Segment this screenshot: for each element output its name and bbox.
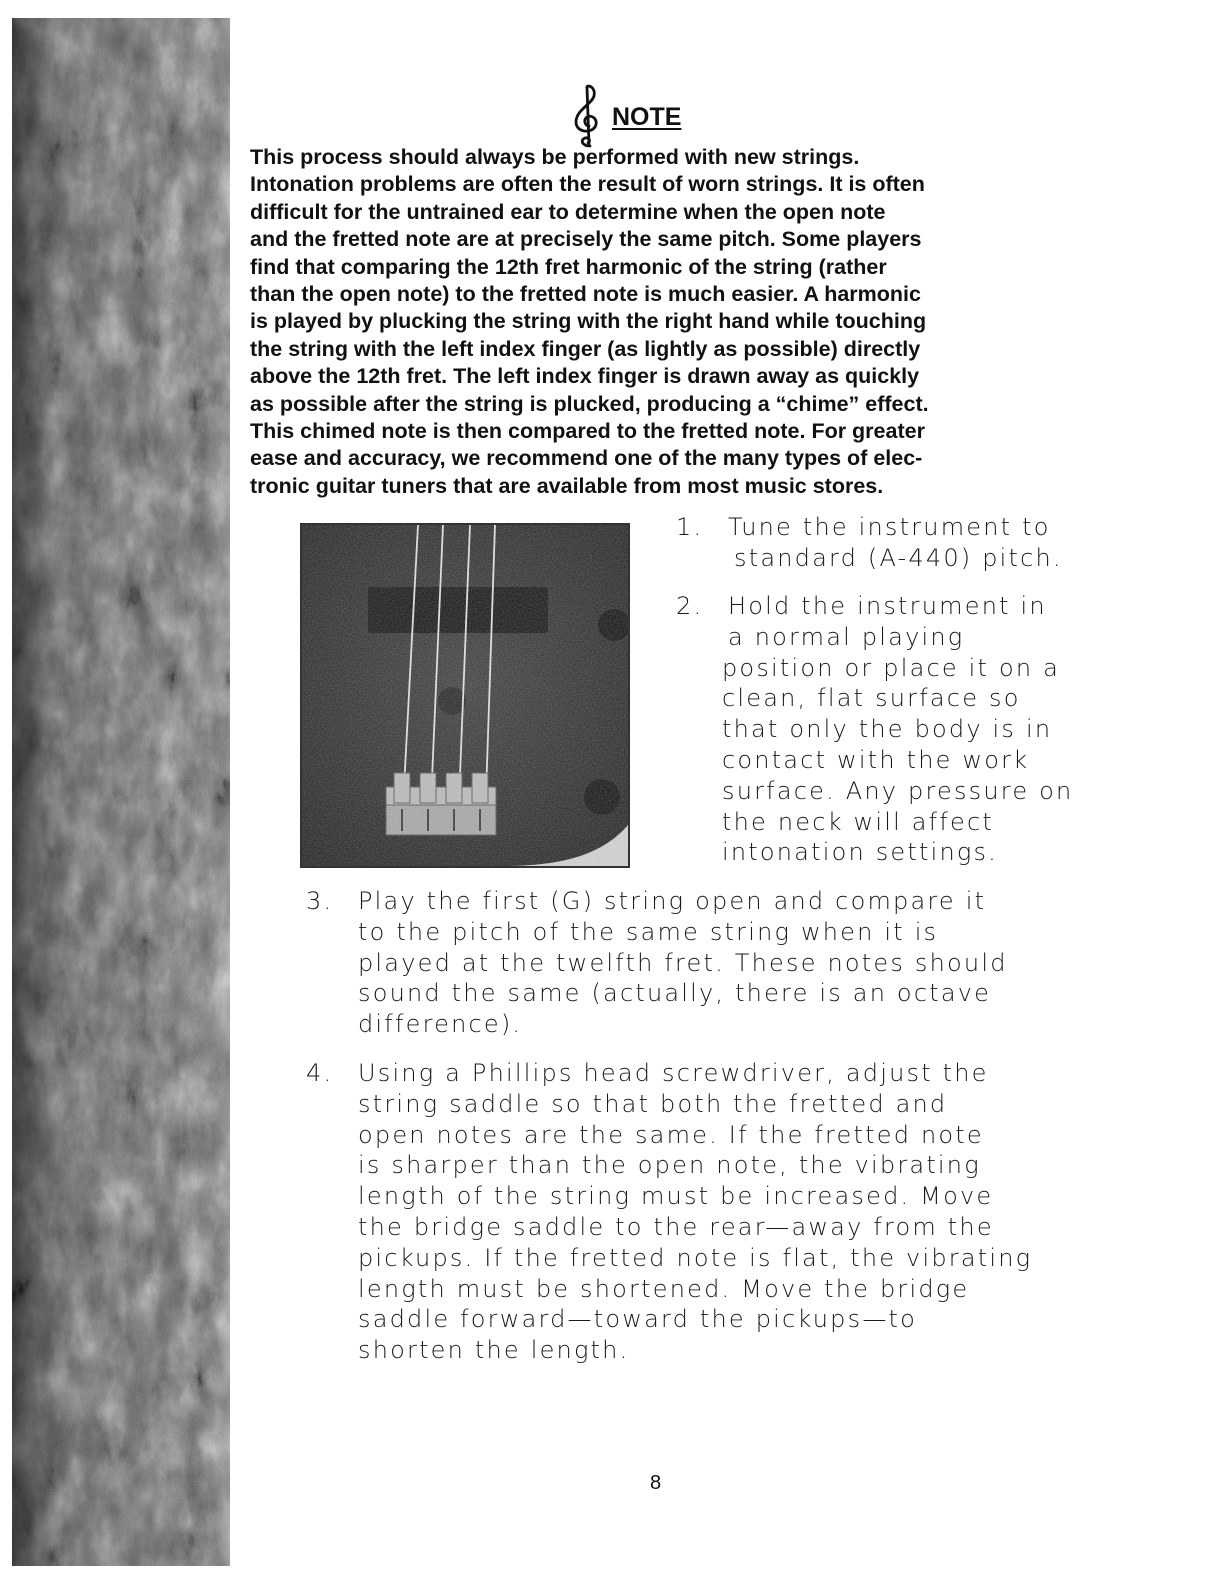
step-number: 3. bbox=[306, 887, 334, 915]
step-line: to the pitch of the same string when it is bbox=[358, 917, 939, 946]
step-line: Play the first (G) string open and compare it bbox=[358, 887, 987, 915]
step-line: Using a Phillips head screwdriver, adjust the bbox=[358, 1059, 989, 1087]
note-line: ease and accuracy, we recommend one of the many types of elec- bbox=[250, 446, 923, 471]
note-paragraph bbox=[250, 144, 1100, 500]
step-number: 4. bbox=[306, 1059, 334, 1087]
step-line: length of the string must be increased. Move bbox=[358, 1182, 994, 1211]
step-line: length must be shortened. Move the bridge bbox=[358, 1274, 970, 1303]
step-line: clean, flat surface so bbox=[722, 684, 1021, 713]
note-line: Intonation problems are often the result of worn strings. It is often bbox=[250, 172, 925, 197]
note-line: as possible after the string is plucked, producing a “chime” effect. bbox=[250, 391, 929, 416]
step-text bbox=[676, 512, 1106, 574]
step-4 bbox=[306, 1058, 1096, 1366]
step-line: open notes are the same. If the fretted note bbox=[358, 1120, 984, 1149]
step-line: string saddle so that both the fretted and bbox=[358, 1089, 948, 1118]
step-line: intonation settings. bbox=[722, 838, 998, 867]
step-text bbox=[306, 886, 1086, 1040]
note-title: NOTE bbox=[612, 103, 682, 131]
note-line: the string with the left index finger (as lightly as possible) directly bbox=[250, 336, 921, 361]
step-1 bbox=[676, 512, 1106, 574]
note-line: tronic guitar tuners that are available from most music stores. bbox=[250, 473, 884, 498]
step-line: Hold the instrument in bbox=[728, 592, 1047, 620]
step-text bbox=[306, 1058, 1096, 1366]
step-line: that only the body is in bbox=[722, 715, 1053, 744]
step-line: a normal playing bbox=[728, 622, 965, 651]
step-line: sound the same (actually, there is an octave bbox=[358, 979, 992, 1008]
step-line: is sharper than the open note, the vibrating bbox=[358, 1151, 981, 1180]
step-line: Tune the instrument to bbox=[728, 513, 1051, 541]
page-number: 8 bbox=[650, 1472, 662, 1494]
treble-clef-icon bbox=[568, 84, 608, 148]
note-line: than the open note) to the fretted note is much easier. A harmonic bbox=[250, 282, 921, 307]
step-number: 1. bbox=[676, 513, 704, 541]
step-line: shorten the length. bbox=[358, 1336, 630, 1365]
note-line: above the 12th fret. The left index finger is drawn away as quickly bbox=[250, 364, 920, 389]
step-3 bbox=[306, 886, 1086, 1040]
decorative-side-strip bbox=[12, 18, 230, 1566]
step-line: surface. Any pressure on bbox=[722, 776, 1074, 805]
note-line: find that comparing the 12th fret harmonic of the string (rather bbox=[250, 254, 887, 279]
step-2 bbox=[676, 591, 1106, 868]
step-line: the bridge saddle to the rear—away from the bbox=[358, 1212, 994, 1241]
step-line: standard (A-440) pitch. bbox=[734, 543, 1063, 572]
step-line: the neck will affect bbox=[722, 807, 994, 836]
step-line: played at the twelfth fret. These notes should bbox=[358, 948, 1008, 977]
step-line: position or place it on a bbox=[722, 653, 1061, 682]
step-line: difference). bbox=[358, 1010, 523, 1039]
step-line: pickups. If the fretted note is flat, the vibrating bbox=[358, 1243, 1033, 1272]
note-heading bbox=[568, 84, 681, 148]
step-number: 2. bbox=[676, 592, 704, 620]
note-line: and the fretted note are at precisely the same pitch. Some players bbox=[250, 227, 922, 252]
step-text bbox=[676, 591, 1106, 868]
note-line: This chimed note is then compared to the fretted note. For greater bbox=[250, 419, 925, 444]
step-line: contact with the work bbox=[722, 745, 1030, 774]
note-line: is played by plucking the string with the right hand while touching bbox=[250, 309, 927, 334]
step-line: saddle forward—toward the pickups—to bbox=[358, 1305, 918, 1334]
bass-bridge-photo bbox=[300, 523, 630, 868]
note-line: This process should always be performed with new strings. bbox=[250, 145, 860, 169]
note-line: difficult for the untrained ear to determine when the open note bbox=[250, 199, 886, 224]
